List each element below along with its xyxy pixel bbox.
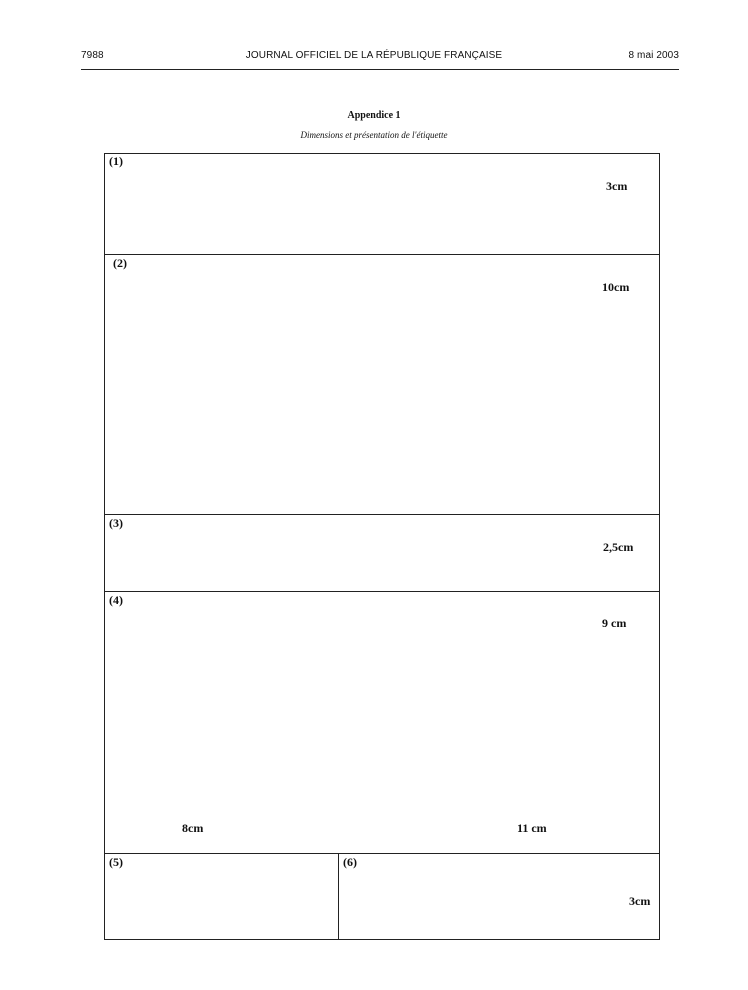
label-diagram xyxy=(104,153,660,940)
separator-2-3 xyxy=(104,514,660,515)
zone-4-label: (4) xyxy=(109,593,123,607)
zone-2-dimension: 10cm xyxy=(602,280,630,294)
journal-title: JOURNAL OFFICIEL DE LA RÉPUBLIQUE FRANÇAISE xyxy=(245,50,503,61)
publication-date: 8 mai 2003 xyxy=(628,50,679,61)
zone-4-dimension: 9 cm xyxy=(602,616,627,630)
header-rule xyxy=(81,69,679,70)
zone-3-label: (3) xyxy=(109,516,123,530)
left-column-width: 8cm xyxy=(182,821,204,835)
frame-right-border xyxy=(659,153,660,940)
separator-1-2 xyxy=(104,254,660,255)
appendix-subtitle: Dimensions et présentation de l'étiquette xyxy=(300,130,448,140)
right-column-width: 11 cm xyxy=(517,821,547,835)
zone-2-label: (2) xyxy=(113,256,127,270)
appendix-title: Appendice 1 xyxy=(347,110,401,121)
zone-6-dimension: 3cm xyxy=(629,894,651,908)
zone-6-label: (6) xyxy=(343,855,357,869)
separator-5-6 xyxy=(338,853,339,940)
zone-5-label: (5) xyxy=(109,855,123,869)
frame-top-border xyxy=(104,153,660,154)
zone-1-label: (1) xyxy=(109,154,123,168)
page-number: 7988 xyxy=(81,50,104,61)
frame-left-border xyxy=(104,153,105,940)
separator-3-4 xyxy=(104,591,660,592)
zone-3-dimension: 2,5cm xyxy=(603,540,634,554)
frame-bottom-border xyxy=(104,939,660,940)
separator-4-56 xyxy=(104,853,660,854)
zone-1-dimension: 3cm xyxy=(606,179,628,193)
